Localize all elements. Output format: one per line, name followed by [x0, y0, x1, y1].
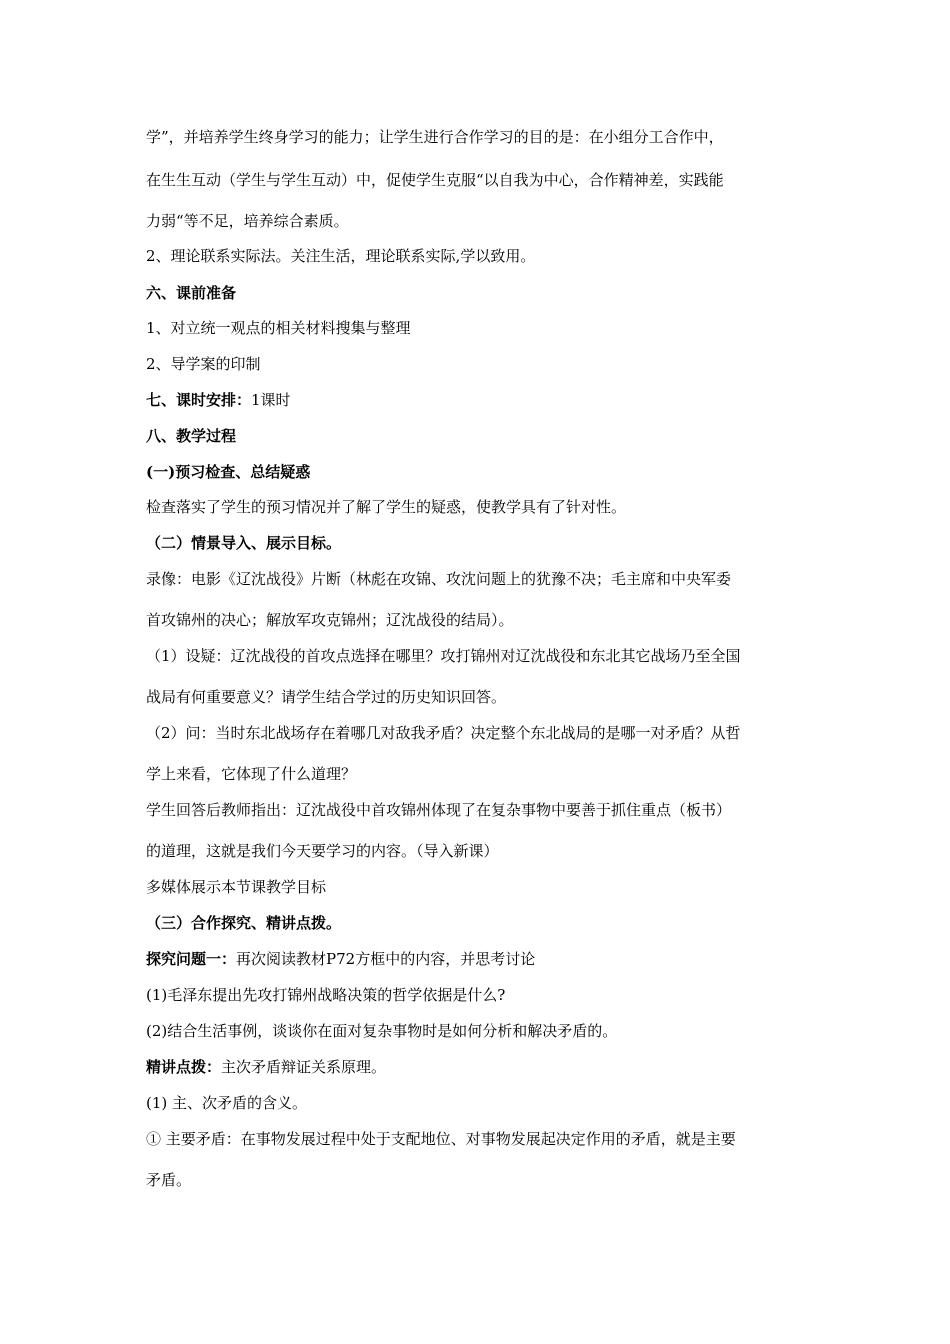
- paragraph-line: 矛盾。: [146, 1171, 192, 1189]
- paragraph-line: 1、对立统一观点的相关材料搜集与整理: [146, 319, 411, 337]
- paragraph-line: 战局有何重要意义？请学生结合学过的历史知识回答。: [146, 688, 507, 706]
- section-heading-row: [146, 390, 816, 410]
- paragraph-line: 在生生互动（学生与学生互动）中，促使学生克服“以自我为中心，合作精神差，实践能: [146, 171, 724, 189]
- section-heading: 八、教学过程: [146, 427, 237, 445]
- paragraph-line: 的道理，这就是我们今天要学习的内容。（导入新课）: [146, 842, 499, 860]
- paragraph-line: 多媒体展示本节课教学目标: [146, 878, 327, 896]
- explain-label: 精讲点拨：: [146, 1058, 222, 1076]
- paragraph-line: ① 主要矛盾：在事物发展过程中处于支配地位、对事物发展起决定作用的矛盾，就是主要: [146, 1130, 736, 1148]
- paragraph-line: 录像：电影《辽沈战役》片断（林彪在攻锦、攻沈问题上的犹豫不决；毛主席和中央军委: [146, 570, 732, 588]
- schedule-value: 1课时: [251, 391, 291, 409]
- paragraph-line: (1)毛泽东提出先攻打锦州战略决策的哲学依据是什么?: [146, 986, 506, 1004]
- subsection-heading: (一)预习检查、总结疑惑: [146, 463, 311, 481]
- section-heading: 六、课前准备: [146, 284, 237, 302]
- explain-row: [146, 1057, 816, 1077]
- subsection-heading: （三）合作探究、精讲点拨。: [146, 914, 342, 932]
- paragraph-line: (2)结合生活事例，谈谈你在面对复杂事物时是如何分析和解决矛盾的。: [146, 1022, 618, 1040]
- paragraph-line: （2）问：当时东北战场存在着哪几对敌我矛盾？决定整个东北战局的是哪一对矛盾？从哲: [146, 724, 741, 742]
- paragraph-line: 力弱“等不足，培养综合素质。: [146, 212, 349, 230]
- question-row: [146, 949, 816, 969]
- paragraph-line: 学上来看，它体现了什么道理？: [146, 765, 357, 783]
- explain-text: 主次矛盾辩证关系原理。: [221, 1058, 387, 1076]
- paragraph-line: 2、导学案的印制: [146, 355, 261, 373]
- paragraph-line: （1）设疑：辽沈战役的首攻点选择在哪里？攻打锦州对辽沈战役和东北其它战场乃至全国: [146, 647, 741, 665]
- section-heading: 七、课时安排：: [146, 391, 252, 409]
- question-label: 探究问题一：: [146, 950, 237, 968]
- paragraph-line: 首攻锦州的决心；解放军攻克锦州；辽沈战役的结局）。: [146, 611, 514, 629]
- subsection-heading: （二）情景导入、展示目标。: [146, 534, 342, 552]
- paragraph-line: 学”，并培养学生终身学习的能力；让学生进行合作学习的目的是：在小组分工合作中，: [146, 128, 724, 146]
- paragraph-line: 学生回答后教师指出：辽沈战役中首攻锦州体现了在复杂事物中要善于抓住重点（板书）: [146, 801, 732, 819]
- paragraph-line: 检查落实了学生的预习情况并了解了学生的疑惑，使教学具有了针对性。: [146, 498, 627, 516]
- paragraph-line: 2、理论联系实际法。关注生活，理论联系实际,学以致用。: [146, 247, 536, 265]
- question-text: 再次阅读教材P72方框中的内容，并思考讨论: [236, 950, 536, 968]
- paragraph-line: (1) 主、次矛盾的含义。: [146, 1094, 308, 1112]
